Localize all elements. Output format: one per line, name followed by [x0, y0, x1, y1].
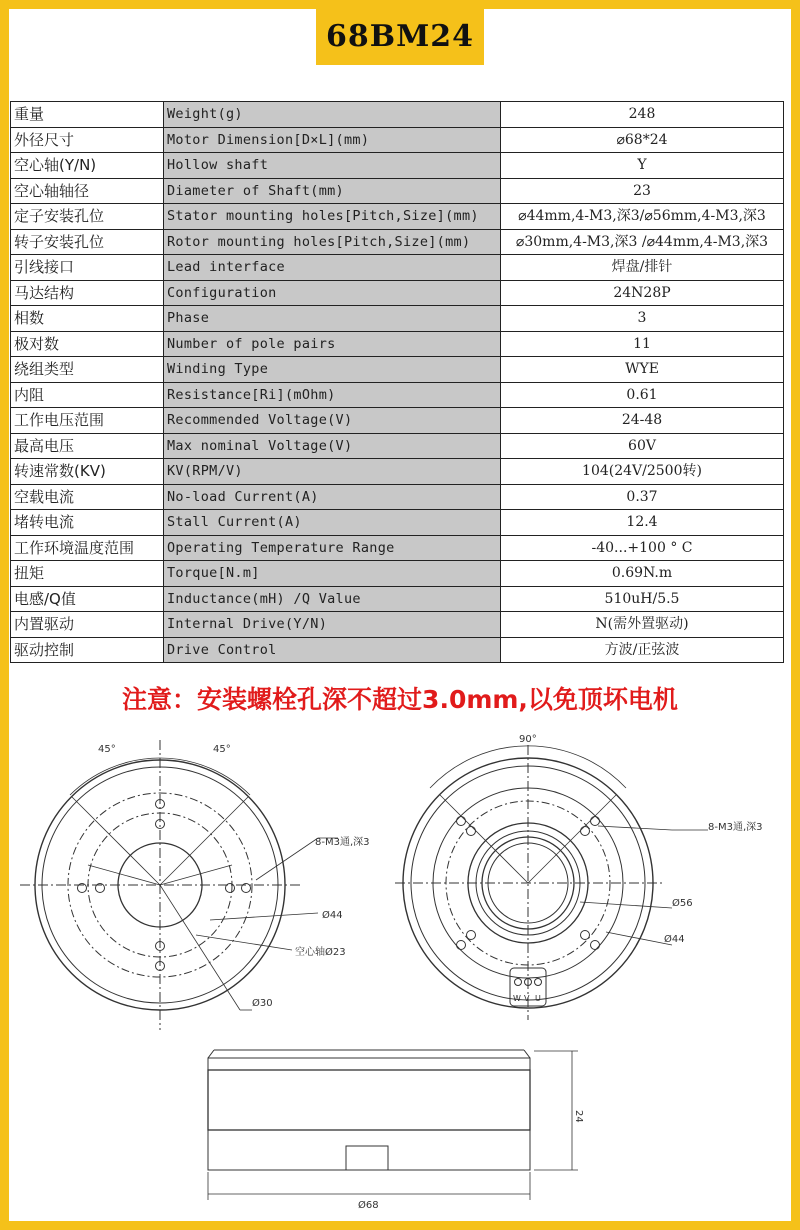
right-dim-44: Ø44 [664, 934, 685, 945]
spec-label-cn: 工作电压范围 [11, 408, 164, 434]
spec-row [11, 459, 784, 485]
spec-row [11, 510, 784, 536]
left-angle-b: 45° [213, 744, 231, 755]
spec-value: ⌀68*24 [501, 127, 784, 153]
spec-row [11, 102, 784, 128]
spec-value: 510uH/5.5 [501, 586, 784, 612]
right-dim-56: Ø56 [672, 898, 693, 909]
left-dim-30: Ø30 [252, 998, 273, 1009]
spec-label-en: Rotor mounting holes[Pitch,Size](mm) [164, 229, 501, 255]
spec-label-cn: 电感/Q值 [11, 586, 164, 612]
spec-label-en: Lead interface [164, 255, 501, 281]
left-hole-label: 8-M3通,深3 [315, 837, 370, 848]
spec-label-cn: 转子安装孔位 [11, 229, 164, 255]
spec-row [11, 127, 784, 153]
wire-label-u: U [535, 994, 541, 1003]
spec-label-en: Inductance(mH) /Q Value [164, 586, 501, 612]
spec-value: ⌀44mm,4-M3,深3/⌀56mm,4-M3,深3 [501, 204, 784, 230]
spec-row [11, 280, 784, 306]
spec-label-cn: 相数 [11, 306, 164, 332]
spec-value: 24N28P [501, 280, 784, 306]
spec-value: 248 [501, 102, 784, 128]
spec-label-en: Phase [164, 306, 501, 332]
spec-row [11, 382, 784, 408]
spec-label-cn: 最高电压 [11, 433, 164, 459]
spec-label-cn: 引线接口 [11, 255, 164, 281]
spec-value: ⌀30mm,4-M3,深3 /⌀44mm,4-M3,深3 [501, 229, 784, 255]
spec-value: 焊盘/排针 [501, 255, 784, 281]
side-width: Ø68 [358, 1200, 379, 1211]
spec-label-cn: 定子安装孔位 [11, 204, 164, 230]
install-warning: 注意：安装螺栓孔深不超过3.0mm,以免顶坏电机 [122, 685, 678, 714]
spec-value: -40...+100 ° C [501, 535, 784, 561]
spec-row [11, 408, 784, 434]
spec-row [11, 612, 784, 638]
spec-label-cn: 空心轴(Y/N) [11, 153, 164, 179]
spec-value: Y [501, 153, 784, 179]
spec-label-en: Recommended Voltage(V) [164, 408, 501, 434]
spec-row [11, 178, 784, 204]
spec-row [11, 153, 784, 179]
spec-label-en: Max nominal Voltage(V) [164, 433, 501, 459]
technical-drawing [0, 720, 800, 1220]
spec-label-cn: 马达结构 [11, 280, 164, 306]
spec-row [11, 306, 784, 332]
wire-label-w: W [513, 994, 521, 1003]
spec-value: 12.4 [501, 510, 784, 536]
spec-label-cn: 内置驱动 [11, 612, 164, 638]
spec-row [11, 331, 784, 357]
spec-label-cn: 极对数 [11, 331, 164, 357]
spec-label-cn: 扭矩 [11, 561, 164, 587]
wire-label-v: V [524, 994, 530, 1003]
spec-value: 3 [501, 306, 784, 332]
spec-label-cn: 绕组类型 [11, 357, 164, 383]
product-title: 68BM24 [325, 18, 475, 54]
spec-row [11, 535, 784, 561]
spec-label-en: Torque[N.m] [164, 561, 501, 587]
spec-row [11, 561, 784, 587]
stator-view [395, 745, 708, 1020]
spec-value: 104(24V/2500转) [501, 459, 784, 485]
spec-value: 0.69N.m [501, 561, 784, 587]
left-dim-44: Ø44 [322, 910, 343, 921]
spec-label-en: No-load Current(A) [164, 484, 501, 510]
spec-label-cn: 外径尺寸 [11, 127, 164, 153]
spec-value: 11 [501, 331, 784, 357]
spec-value: 60V [501, 433, 784, 459]
spec-label-en: Stator mounting holes[Pitch,Size](mm) [164, 204, 501, 230]
spec-label-cn: 内阻 [11, 382, 164, 408]
spec-row [11, 204, 784, 230]
spec-row [11, 586, 784, 612]
right-hole-label: 8-M3通,深3 [708, 822, 763, 833]
title-banner [316, 7, 484, 65]
spec-label-en: Weight(g) [164, 102, 501, 128]
spec-label-en: Stall Current(A) [164, 510, 501, 536]
spec-label-en: Motor Dimension[D×L](mm) [164, 127, 501, 153]
spec-row [11, 229, 784, 255]
spec-value: 24-48 [501, 408, 784, 434]
spec-table [10, 101, 784, 663]
spec-label-en: Drive Control [164, 637, 501, 663]
spec-label-cn: 转速常数(KV) [11, 459, 164, 485]
left-shaft-label: 空心轴Ø23 [295, 947, 346, 958]
spec-label-en: Configuration [164, 280, 501, 306]
spec-value: 0.61 [501, 382, 784, 408]
spec-label-en: Hollow shaft [164, 153, 501, 179]
spec-label-cn: 空载电流 [11, 484, 164, 510]
spec-row [11, 637, 784, 663]
side-view [208, 1050, 578, 1200]
side-height: 24 [573, 1110, 584, 1123]
spec-label-cn: 工作环境温度范围 [11, 535, 164, 561]
spec-label-cn: 重量 [11, 102, 164, 128]
spec-label-en: Operating Temperature Range [164, 535, 501, 561]
rotor-view [20, 740, 338, 1030]
spec-value: 方波/正弦波 [501, 637, 784, 663]
spec-label-cn: 堵转电流 [11, 510, 164, 536]
right-angle: 90° [519, 734, 537, 745]
spec-row [11, 484, 784, 510]
spec-value: 0.37 [501, 484, 784, 510]
spec-value: WYE [501, 357, 784, 383]
spec-label-en: Winding Type [164, 357, 501, 383]
spec-label-en: KV(RPM/V) [164, 459, 501, 485]
spec-value: N(需外置驱动) [501, 612, 784, 638]
spec-row [11, 255, 784, 281]
spec-label-en: Resistance[Ri](mOhm) [164, 382, 501, 408]
left-angle-a: 45° [98, 744, 116, 755]
spec-row [11, 433, 784, 459]
spec-label-en: Number of pole pairs [164, 331, 501, 357]
spec-label-cn: 驱动控制 [11, 637, 164, 663]
spec-label-en: Internal Drive(Y/N) [164, 612, 501, 638]
spec-label-cn: 空心轴轴径 [11, 178, 164, 204]
spec-row [11, 357, 784, 383]
spec-label-en: Diameter of Shaft(mm) [164, 178, 501, 204]
spec-value: 23 [501, 178, 784, 204]
